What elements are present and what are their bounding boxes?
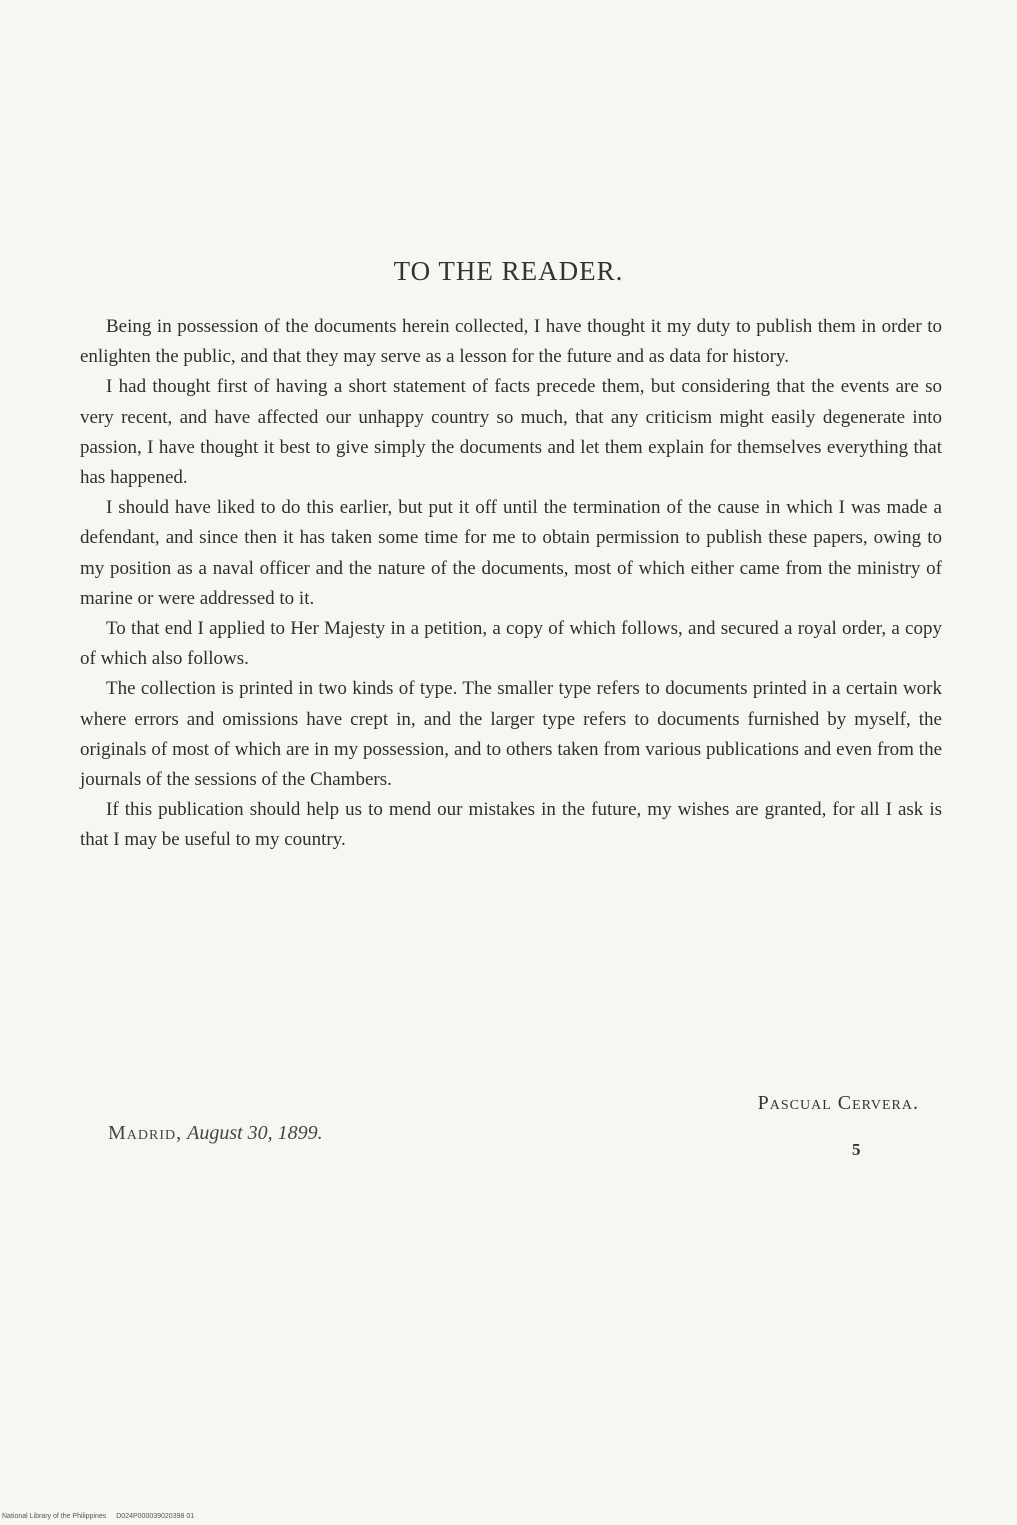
paragraph: I should have liked to do this earlier, but put it off until the termination of the cause in which I was made a defendant, and since then it has taken some time for me to obtain permission to publish these papers, owing to my position as a naval officer and the nature of the documents, most of which either came from the ministry of marine or were addressed to it. xyxy=(80,497,942,609)
scan-footer xyxy=(2,1513,194,1520)
signature: Pascual Cervera. xyxy=(757,1092,919,1114)
dateline-date: August 30, 1899. xyxy=(187,1122,323,1144)
dateline-place: Madrid, xyxy=(108,1122,183,1144)
paragraph: To that end I applied to Her Majesty in a petition, a copy of which follows, and secured a royal order, a copy of which also follows. xyxy=(80,618,942,670)
footer-library: National Library of the Philippines xyxy=(2,1513,107,1520)
paragraph: Being in possession of the documents herein collected, I have thought it my duty to publish them in order to enlighten the public, and that they may serve as a lesson for the future and as data for history. xyxy=(80,316,942,368)
paragraph: If this publication should help us to mend our mistakes in the future, my wishes are granted, for all I ask is that I may be useful to my country. xyxy=(80,799,942,851)
body-text xyxy=(80,312,942,856)
paragraph: I had thought first of having a short statement of facts precede them, but considering that the events are so very recent, and have affected our unhappy country so much, that any criticism might easily degenerate into passion, I have thought it best to give simply the documents and let them explain for themselves everything that has happened. xyxy=(80,376,942,489)
footer-code: D024P000039020398 01 xyxy=(116,1513,195,1520)
dateline xyxy=(108,1122,323,1145)
page-title: TO THE READER. xyxy=(393,256,624,286)
paragraph: The collection is printed in two kinds of type. The smaller type refers to documents printed in a certain work where errors and omissions have crept in, and the larger type refers to documents furnished by myself, the originals of most of which are in my possession, and to others taken from various publications and even from the journals of the sessions of the Chambers. xyxy=(80,678,942,791)
page-number: 5 xyxy=(852,1140,861,1159)
